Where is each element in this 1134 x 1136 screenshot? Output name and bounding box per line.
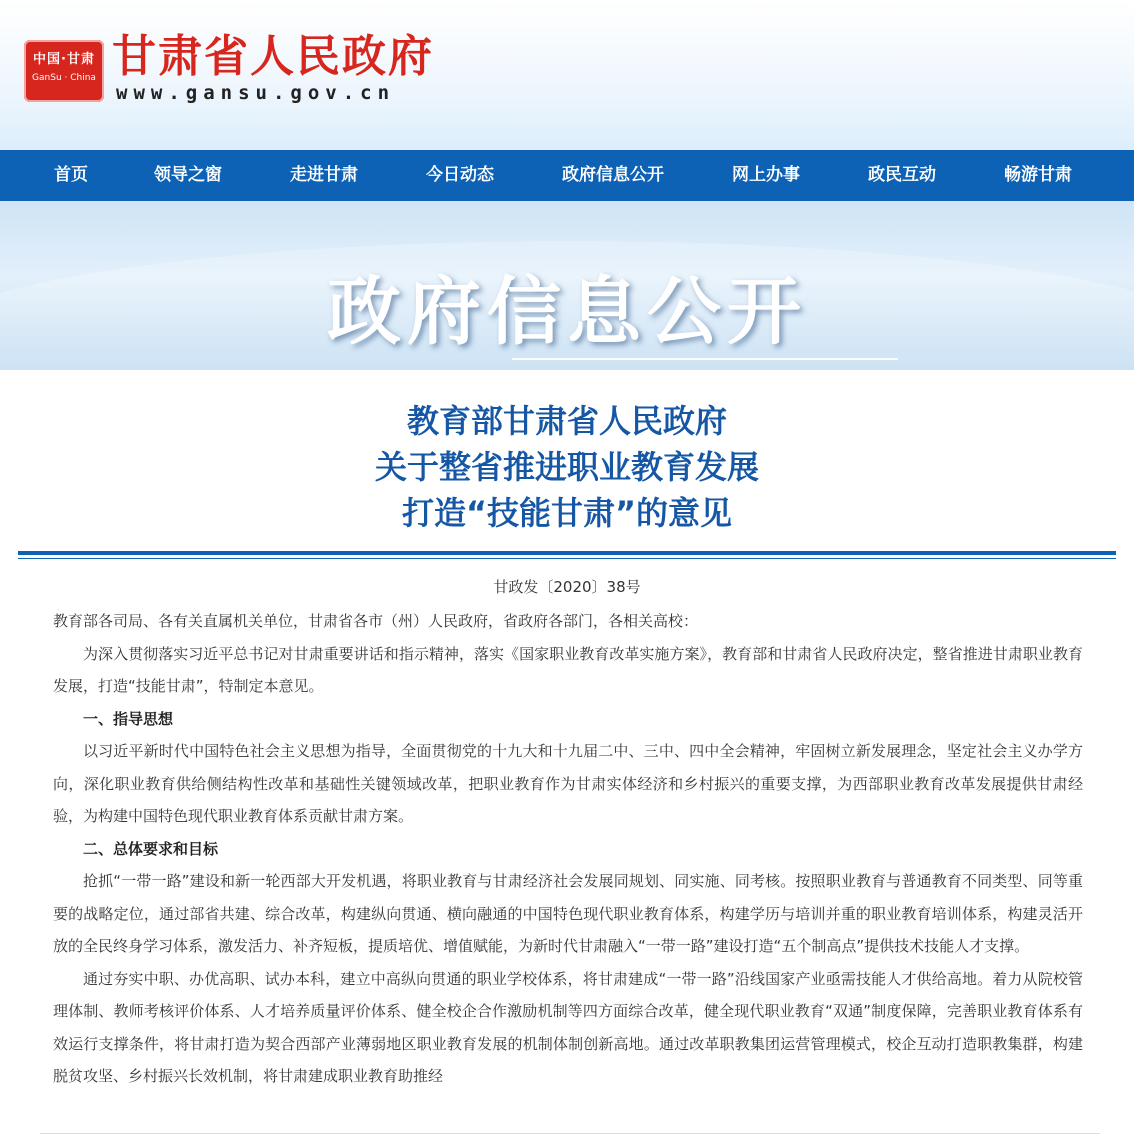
nav-item-tourism[interactable]: 畅游甘肃 (1004, 165, 1072, 185)
article-title-line: 关于整省推进职业教育发展 (374, 448, 759, 486)
article-title (0, 398, 1134, 536)
nav-item-news[interactable]: 今日动态 (426, 165, 494, 185)
nav-item-interaction[interactable]: 政民互动 (868, 165, 936, 185)
seal-text-cn: 中国·甘肃 (33, 52, 95, 67)
article-title-line: 教育部甘肃省人民政府 (406, 402, 727, 440)
section-banner (0, 201, 1134, 370)
banner-title: 政府信息公开 (327, 269, 807, 355)
body-paragraph: 抢抓“一带一路”建设和新一轮西部大开发机遇，将职业教育与甘肃经济社会发展同规划、同实施、同考核。按照职业教育与普通教育不同类型、同等重要的战略定位，通过部省共建、综合改革，构建纵向贯通、横向融通的中国特色现代职业教育体系，构建学历与培训并重的职业教育培训体系，构建灵活开放的全民终身学习体系，激发活力、补齐短板，提质培优、增值赋能，为新时代甘肃融入“一带一路”建设打造“五个制高点”提供技术技能人才支撑。 (53, 872, 1083, 955)
nav-item-gov-info[interactable]: 政府信息公开 (562, 165, 664, 185)
gansu-seal-logo[interactable] (24, 40, 104, 102)
section-heading: 一、指导思想 (83, 709, 174, 728)
bottom-rule (40, 1133, 1100, 1134)
title-divider (18, 551, 1116, 555)
body-paragraph: 为深入贯彻落实习近平总书记对甘肃重要讲话和指示精神，落实《国家职业教育改革实施方案》，教育部和甘肃省人民政府决定，整省推进甘肃职业教育发展，打造“技能甘肃”，特制定本意见。 (53, 644, 1083, 695)
article-title-line: 打造“技能甘肃”的意见 (401, 494, 733, 532)
body-paragraph: 以习近平新时代中国特色社会主义思想为指导，全面贯彻党的十九大和十九届二中、三中、四中全会精神，牢固树立新发展理念，坚定社会主义办学方向，深化职业教育供给侧结构性改革和基础性关键领域改革，把职业教育作为甘肃实体经济和乡村振兴的重要支撑，为西部职业教育改革发展提供甘肃经验，为构建中国特色现代职业教育体系贡献甘肃方案。 (53, 742, 1083, 825)
section-heading: 二、总体要求和目标 (83, 839, 219, 858)
banner-underline (512, 358, 898, 360)
site-title[interactable]: 甘肃省人民政府 (112, 31, 434, 82)
site-header (0, 0, 1134, 150)
nav-item-home[interactable]: 首页 (54, 165, 88, 185)
title-divider-thin (18, 558, 1116, 559)
body-paragraph: 通过夯实中职、办优高职、试办本科，建立中高纵向贯通的职业学校体系，将甘肃建成“一带一路”沿线国家产业亟需技能人才供给高地。着力从院校管理体制、教师考核评价体系、人才培养质量评价体系、健全校企合作激励机制等四方面综合改革，健全现代职业教育“双通”制度保障，完善职业教育体系有效运行支撑条件，将甘肃打造为契合西部产业薄弱地区职业教育发展的机制体制创新高地。通过改革职教集团运营管理模式，校企互动打造职教集群，构建脱贫攻坚、乡村振兴长效机制，将甘肃建成职业教育助推经 (53, 969, 1083, 1085)
nav-item-online-services[interactable]: 网上办事 (732, 165, 800, 185)
nav-item-about-gansu[interactable]: 走进甘肃 (290, 165, 358, 185)
nav-item-leaders[interactable]: 领导之窗 (154, 165, 222, 185)
salutation: 教育部各司局、各有关直属机关单位，甘肃省各市（州）人民政府，省政府各部门，各相关高校： (53, 612, 699, 630)
main-nav (0, 150, 1134, 201)
document-number: 甘政发〔2020〕38号 (493, 578, 641, 596)
site-url: www.gansu.gov.cn (116, 82, 396, 104)
seal-text-en: GanSu · China (32, 73, 96, 83)
article-body (53, 605, 1083, 1093)
